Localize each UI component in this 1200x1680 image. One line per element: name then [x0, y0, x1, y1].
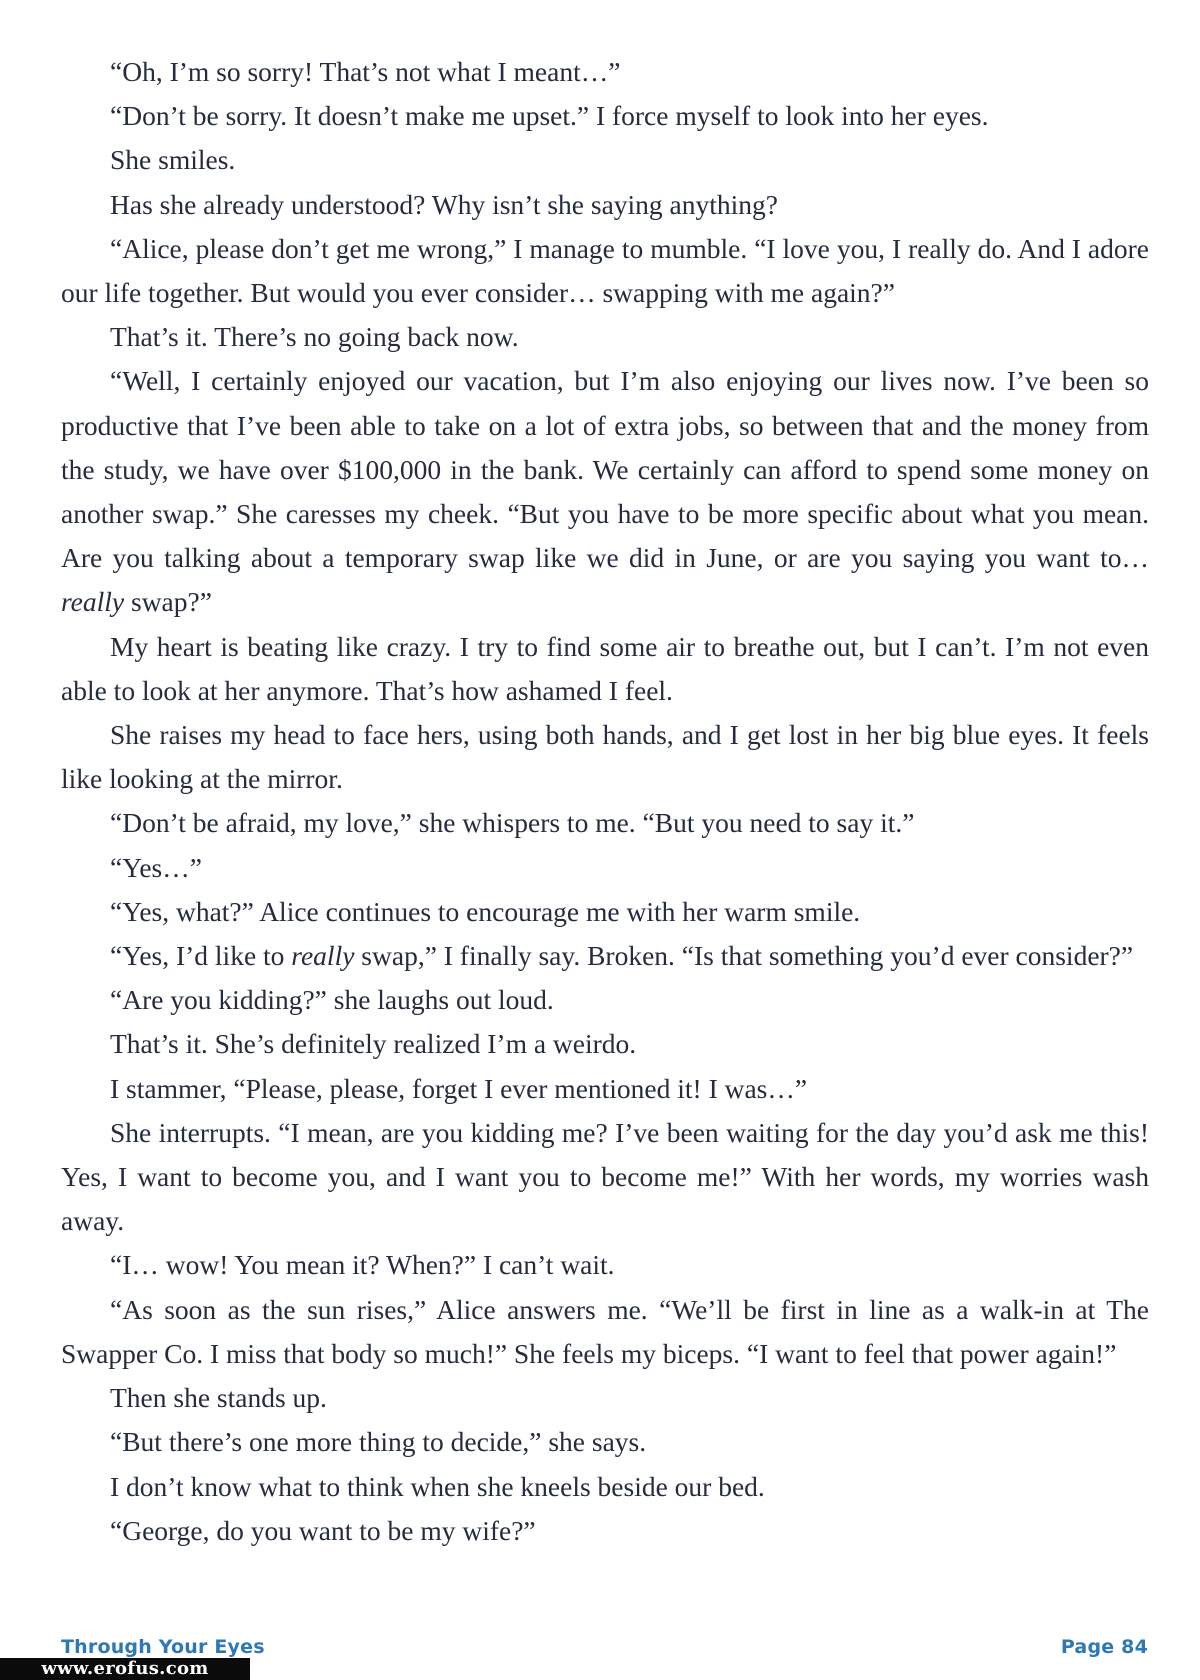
book-title: Through Your Eyes — [61, 1636, 265, 1658]
paragraph: “I… wow! You mean it? When?” I can’t wait. — [110, 1249, 615, 1281]
paragraph: “Are you kidding?” she laughs out loud. — [110, 984, 554, 1016]
paragraph: “Yes, I’d like to really swap,” I finally say. Broken. “Is that something you’d ever consider?” — [110, 940, 1134, 972]
paragraph: “But there’s one more thing to decide,” she says. — [110, 1426, 647, 1458]
paragraph: “Yes, what?” Alice continues to encourage me with her warm smile. — [110, 895, 861, 927]
italic-emphasis: really — [61, 586, 125, 618]
paragraph: I don’t know what to think when she kneels beside our bed. — [110, 1470, 765, 1502]
paragraph: That’s it. She’s definitely realized I’m a weirdo. — [110, 1028, 637, 1060]
site-watermark: www.erofus.com — [0, 1658, 250, 1680]
paragraph: “As soon as the sun rises,” Alice answers me. “We’ll be first in line as a walk-in at The Swapper Co. I miss that body so much!” She feels my biceps. “I want to feel that power again!” — [61, 1293, 1149, 1369]
paragraph: “Don’t be afraid, my love,” she whispers to me. “But you need to say it.” — [110, 807, 915, 839]
page-footer — [61, 1634, 1148, 1660]
paragraph: “Don’t be sorry. It doesn’t make me upset.” I force myself to look into her eyes. — [110, 100, 989, 132]
paragraph: Has she already understood? Why isn’t she saying anything? — [110, 188, 779, 220]
paragraph: “Yes…” — [110, 851, 202, 883]
paragraph: “Oh, I’m so sorry! That’s not what I meant…” — [110, 56, 621, 87]
paragraph: She interrupts. “I mean, are you kidding me? I’ve been waiting for the day you’d ask me this! Yes, I want to become you, and I want you to become me!” With her words, my worries wash away. — [61, 1116, 1149, 1237]
paragraph: That’s it. There’s no going back now. — [110, 321, 519, 353]
story-text — [61, 50, 1149, 1553]
paragraph: She smiles. — [110, 144, 236, 176]
paragraph: She raises my head to face hers, using both hands, and I get lost in her big blue eyes. It feels like looking at the mirror. — [61, 719, 1149, 795]
paragraph: “Well, I certainly enjoyed our vacation, but I’m also enjoying our lives now. I’ve been so productive that I’ve been able to take on a lot of extra jobs, so between that and the money from the study, we have over $100,000 in the bank. We certainly can afford to spend some money on another swap.” She caresses my cheek. “But you have to be more specific about what you mean. Are you talking about a temporary swap like we did in June, or are you saying you want to… really swap?” — [61, 365, 1149, 618]
paragraph: “Alice, please don’t get me wrong,” I manage to mumble. “I love you, I really do. And I adore our life together. But would you ever consider… swapping with me again?” — [61, 232, 1149, 309]
paragraph: My heart is beating like crazy. I try to find some air to breathe out, but I can’t. I’m not even able to look at her anymore. That’s how ashamed I feel. — [61, 630, 1149, 706]
page-number: Page 84 — [1060, 1636, 1148, 1658]
paragraph: I stammer, “Please, please, forget I ever mentioned it! I was…” — [110, 1072, 808, 1104]
paragraph: Then she stands up. — [110, 1382, 327, 1414]
paragraph: “George, do you want to be my wife?” — [110, 1514, 536, 1546]
italic-emphasis: really — [291, 940, 355, 972]
